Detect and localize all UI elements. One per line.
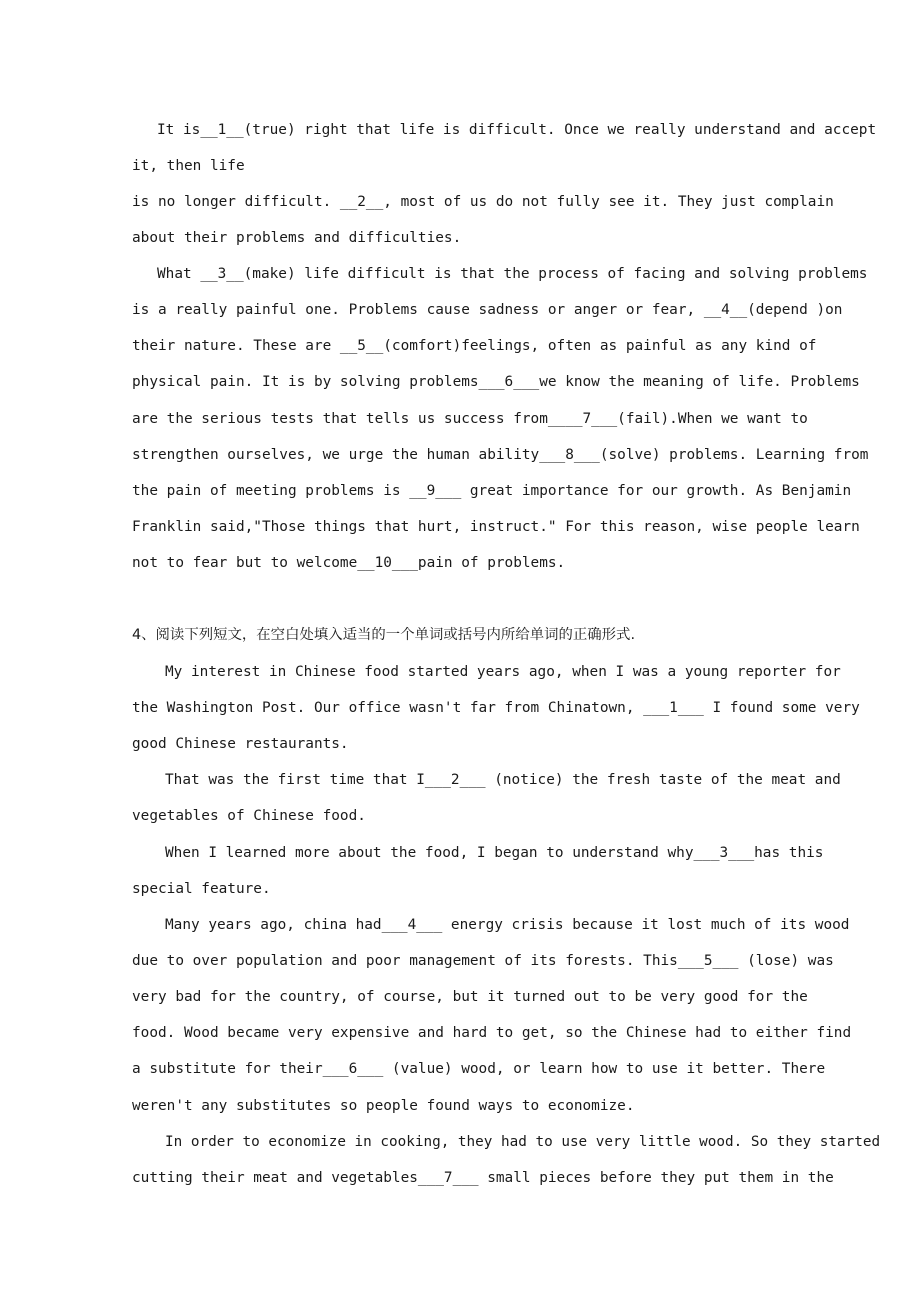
passage4-line: Many years ago, china had___4___ energy crisis because it lost much of its wood [165, 917, 850, 933]
passage4-line: due to over population and poor management of its forests. This___5___ (lose) was [132, 953, 834, 969]
passage4-line: a substitute for their___6___ (value) wood, or learn how to use it better. There [132, 1061, 826, 1077]
passage4-line: good Chinese restaurants. [132, 736, 349, 752]
passage3-line: Franklin said,"Those things that hurt, instruct." For this reason, wise people learn [132, 519, 860, 535]
passage4-line: vegetables of Chinese food. [132, 808, 366, 824]
passage4-line: My interest in Chinese food started years ago, when I was a young reporter for [165, 664, 841, 680]
passage3-line: their nature. These are __5__(comfort)feelings, often as painful as any kind of [132, 338, 817, 354]
passage3-line: physical pain. It is by solving problems___6___we know the meaning of life. Problems [132, 374, 860, 390]
passage3-line: strengthen ourselves, we urge the human ability___8___(solve) problems. Learning from [132, 447, 869, 463]
passage4-line: special feature. [132, 881, 271, 897]
passage3-line: it, then life [132, 158, 245, 174]
passage3-line: about their problems and difficulties. [132, 230, 462, 246]
passage3-line: not to fear but to welcome__10___pain of problems. [132, 555, 566, 571]
passage4-line: food. Wood became very expensive and hard to get, so the Chinese had to either find [132, 1025, 852, 1041]
passage4-line: cutting their meat and vegetables___7___ small pieces before they put them in the [132, 1170, 834, 1186]
question-4-instruction: 4、阅读下列短文，在空白处填入适当的一个单词或括号内所给单词的正确形式. [132, 627, 636, 643]
passage4-line: That was the first time that I___2___ (notice) the fresh taste of the meat and [165, 772, 841, 788]
passage4-line: In order to economize in cooking, they had to use very little wood. So they started [165, 1134, 881, 1150]
passage4-line: very bad for the country, of course, but it turned out to be very good for the [132, 989, 808, 1005]
passage3-line: are the serious tests that tells us success from____7___(fail).When we want to [132, 411, 808, 427]
passage3-line: is no longer difficult. __2__, most of us do not fully see it. They just complain [132, 194, 834, 210]
passage3-line: It is__1__(true) right that life is difficult. Once we really understand and accept [157, 122, 877, 138]
passage4-line: When I learned more about the food, I began to understand why___3___has this [165, 845, 824, 861]
passage4-line: the Washington Post. Our office wasn't far from Chinatown, ___1___ I found some very [132, 700, 860, 716]
passage3-line: is a really painful one. Problems cause sadness or anger or fear, __4__(depend )on [132, 302, 843, 318]
passage3-line: the pain of meeting problems is __9___ great importance for our growth. As Benjamin [132, 483, 852, 499]
passage3-line: What __3__(make) life difficult is that the process of facing and solving problems [157, 266, 868, 282]
passage4-line: weren't any substitutes so people found ways to economize. [132, 1098, 635, 1114]
